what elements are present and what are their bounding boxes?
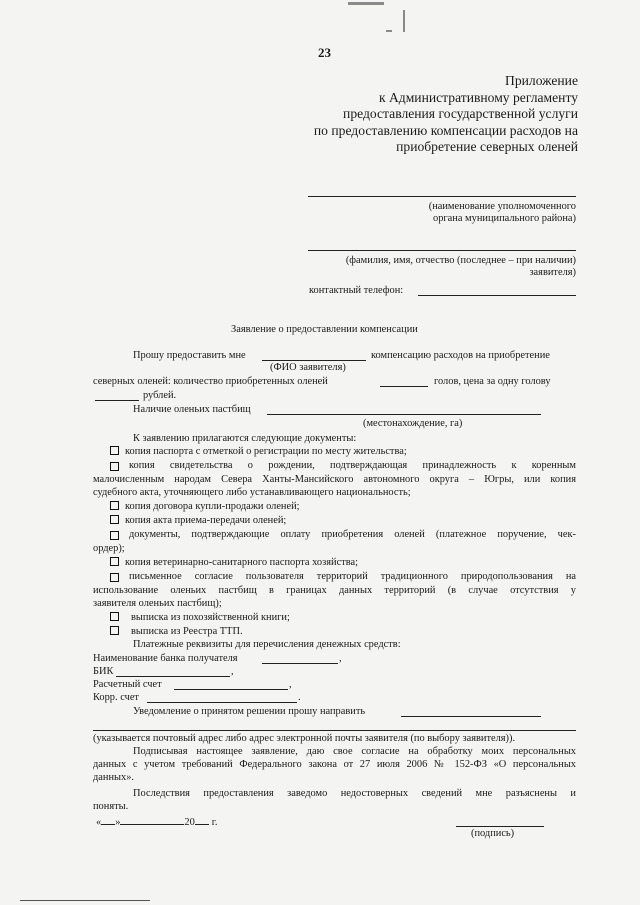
doc-label: документы, подтверждающие оплату приобретения оленей (платежное поручение, чек- (129, 529, 576, 540)
organ-name-line (308, 196, 576, 197)
scan-mark (403, 10, 405, 32)
checkbox[interactable] (110, 446, 119, 455)
bik-label: БИК (93, 666, 114, 677)
pastures-label: Наличие оленьих пастбищ (133, 404, 251, 415)
scan-mark (20, 900, 150, 901)
account-field[interactable] (174, 689, 288, 690)
doc-payment-cont: ордер); (93, 543, 125, 554)
checkbox[interactable] (110, 557, 119, 566)
separator-comma: , (231, 666, 234, 677)
organ-caption: органа муниципального района) (433, 213, 576, 224)
doc-birth-cont: малочисленным народам Севера Ханты-Мансийского автономного округа – Югры, или копия (93, 474, 576, 485)
month-field[interactable] (120, 815, 184, 825)
year-prefix: 20 (184, 817, 195, 828)
signature-field[interactable] (456, 826, 544, 827)
doc-label: письменное согласие пользователя территорий традиционного природопользования на (129, 571, 576, 582)
doc-consent-cont: заявителя оленьих пастбищ); (93, 598, 222, 609)
checkbox[interactable] (110, 462, 119, 471)
checkbox[interactable] (110, 515, 119, 524)
deer-text: голов, цена за одну голову (434, 376, 551, 387)
consequences-text: Последствия предоставления заведомо недостоверных сведений мне разъяснены и (133, 788, 576, 799)
checkbox[interactable] (110, 573, 119, 582)
fio-hint: (ФИО заявителя) (270, 362, 346, 373)
doc-label: копия акта приема-передачи оленей; (125, 515, 287, 526)
appendix-header (314, 73, 578, 156)
year-field[interactable] (195, 815, 209, 825)
document-title: Заявление о предоставлении компенсации (231, 324, 418, 335)
doc-contract-item (110, 501, 300, 513)
location-hint: (местонахождение, га) (363, 418, 463, 429)
bank-label: Наименование банка получателя (93, 653, 238, 664)
appendix-line: Приложение (505, 73, 578, 88)
notify-field[interactable] (401, 716, 541, 717)
applicant-name-field[interactable] (262, 360, 366, 361)
documents-intro: К заявлению прилагаются следующие документы: (133, 433, 357, 444)
day-field[interactable] (101, 815, 115, 825)
doc-label: копия ветеринарно-санитарного паспорта хозяйства; (125, 557, 358, 568)
rubles-label: рублей. (143, 390, 177, 401)
date-quote-close: » (115, 817, 121, 828)
payment-intro: Платежные реквизиты для перечисления денежных средств: (133, 639, 401, 650)
doc-registry-item (110, 626, 243, 638)
consent-text: данных с учетом требований Федерального закона от 27 июля 2006 № 152-ФЗ «О персональных (93, 759, 576, 770)
checkbox[interactable] (110, 531, 119, 540)
consent-text: Подписывая настоящее заявление, даю свое согласие на обработку моих персональных (133, 746, 576, 757)
doc-label: выписка из Реестра ТТП. (131, 626, 243, 637)
appendix-line: к Административному регламенту (378, 89, 578, 105)
year-suffix: г. (211, 817, 218, 828)
doc-act-item (110, 515, 286, 527)
phone-label: контактный телефон: (309, 285, 404, 296)
organ-caption: (наименование уполномоченного (428, 201, 576, 212)
doc-label: выписка из похозяйственной книги; (131, 612, 290, 623)
doc-payment-item (110, 529, 576, 541)
doc-consent-item (110, 571, 576, 583)
separator-comma: , (339, 653, 342, 664)
doc-household-item (110, 612, 290, 624)
checkbox[interactable] (110, 612, 119, 621)
corr-label: Корр. счет (93, 692, 139, 703)
checkbox[interactable] (110, 501, 119, 510)
date-row (96, 815, 217, 829)
consent-text: данных». (93, 772, 134, 783)
deer-count-field[interactable] (380, 386, 428, 387)
separator-comma: , (289, 679, 292, 690)
scan-mark (386, 30, 392, 32)
deer-text: северных оленей: количество приобретенных оленей (93, 376, 328, 387)
request-text: компенсацию расходов на приобретение (371, 350, 550, 361)
doc-label: копия свидетельства о рождении, подтверждающая принадлежность к коренным (129, 460, 576, 471)
account-label: Расчетный счет (93, 679, 162, 690)
pastures-field[interactable] (267, 414, 541, 415)
appendix-line: приобретение северных оленей (396, 139, 578, 154)
fio-caption: (фамилия, имя, отчество (последнее – при наличии) (345, 255, 576, 266)
appendix-line: по предоставлению компенсации расходов на (313, 122, 578, 138)
date-quote-open: « (96, 817, 102, 828)
signature-hint: (подпись) (471, 828, 515, 839)
doc-label: копия договора купли-продажи оленей; (125, 501, 300, 512)
price-field[interactable] (95, 400, 139, 401)
appendix-line: предоставления государственной услуги (343, 106, 578, 121)
bank-field[interactable] (262, 663, 338, 664)
fio-line (308, 250, 576, 251)
doc-label: копия паспорта с отметкой о регистрации по месту жительства; (125, 446, 407, 457)
scan-mark (348, 2, 384, 5)
corr-field[interactable] (147, 702, 297, 703)
separator-comma: . (298, 692, 301, 703)
doc-passport-item (110, 446, 407, 458)
checkbox[interactable] (110, 626, 119, 635)
doc-birth-item (110, 460, 576, 472)
page-number: 23 (318, 45, 331, 60)
address-field[interactable] (93, 730, 576, 731)
fio-caption: заявителя) (529, 267, 576, 278)
notify-label: Уведомление о принятом решении прошу направить (133, 706, 366, 717)
doc-birth-cont: судебного акта, уточняющего либо устанавливающего национальность; (93, 487, 411, 498)
doc-consent-cont: использование оленьих пастбищ в границах данных территорий (в случае отсутствия у (93, 585, 576, 596)
address-hint: (указывается почтовый адрес либо адрес электронной почты заявителя (по выбору заявителя)). (93, 733, 516, 744)
request-text: Прошу предоставить мне (133, 350, 246, 361)
phone-field[interactable] (418, 295, 576, 296)
doc-vet-item (110, 557, 358, 569)
bik-field[interactable] (116, 676, 230, 677)
consequences-text: поняты. (93, 801, 129, 812)
